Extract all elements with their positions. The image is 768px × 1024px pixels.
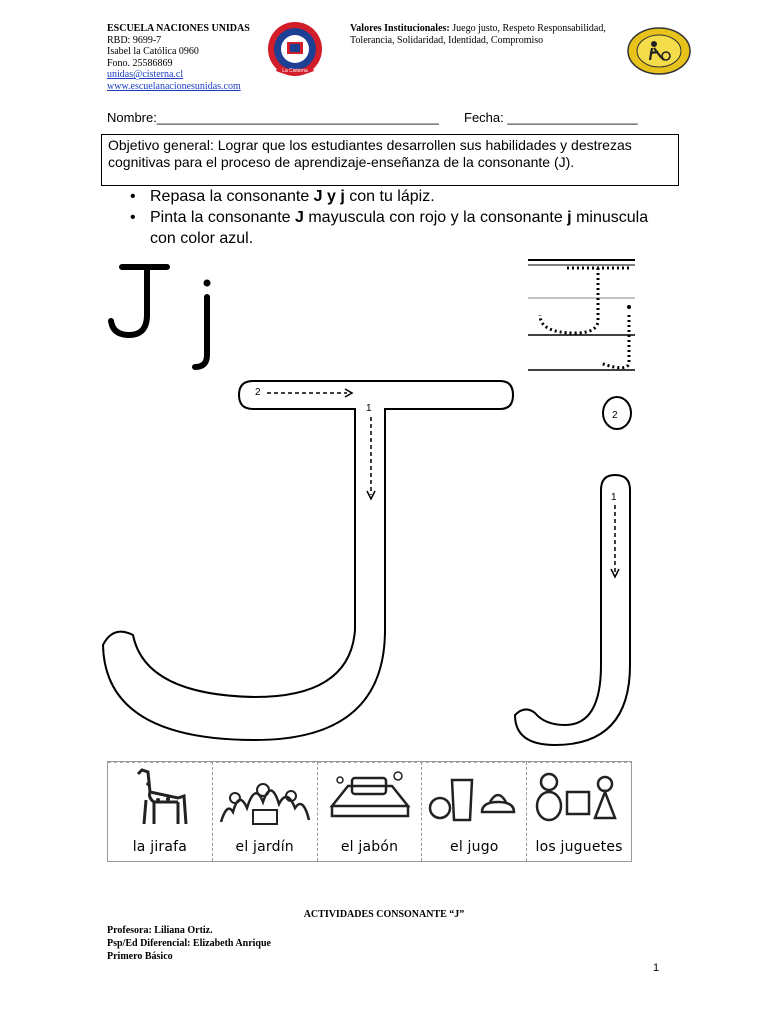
school-website-link[interactable]: www.escuelanacionesunidas.com <box>107 80 241 92</box>
name-label: Nombre: <box>107 110 157 125</box>
picture-card-giraffe <box>108 762 213 861</box>
instruction-list <box>130 186 650 249</box>
values-line-2: Tolerancia, Solidaridad, Identidad, Compromiso <box>350 34 544 46</box>
instruction-bold: j <box>567 209 572 226</box>
picture-label: los juguetes <box>535 839 623 855</box>
program-logo-icon <box>626 26 692 76</box>
footer-psp: Psp/Ed Diferencial: Elizabeth Anrique <box>107 938 271 949</box>
school-rbd: RBD: 9699-7 <box>107 34 162 46</box>
big-j-step-2: 2 <box>255 387 261 398</box>
letter-tracing-area <box>95 255 655 755</box>
picture-card-garden <box>213 762 318 861</box>
instruction-item <box>130 186 650 207</box>
giraffe-icon <box>108 762 212 832</box>
values-label: Valores Institucionales: <box>350 23 450 34</box>
school-phone: Fono. 25586869 <box>107 57 173 69</box>
soap-icon <box>318 762 422 832</box>
juice-icon <box>422 762 526 832</box>
institutional-values <box>350 23 630 46</box>
school-emblem-icon <box>266 19 324 81</box>
emblem-caption: La Cisterna <box>282 68 308 74</box>
picture-card-juice <box>422 762 527 861</box>
instruction-bold: J y j <box>313 188 345 205</box>
school-address: Isabel la Católica 0960 <box>107 46 199 58</box>
picture-label: el jardín <box>235 839 294 855</box>
instruction-text: minuscula con color azul. <box>150 209 649 247</box>
picture-label: el jabón <box>340 839 399 855</box>
footer-info <box>107 924 271 963</box>
name-blank[interactable]: _______________________________________ <box>156 110 439 125</box>
page-number: 1 <box>653 962 660 974</box>
instruction-text: Repasa la consonante <box>150 188 314 205</box>
model-letters-jj <box>111 267 211 367</box>
handwriting-practice-lines <box>528 260 635 370</box>
picture-vocabulary-strip <box>107 761 632 862</box>
school-info <box>107 23 250 93</box>
objective-text: Objetivo general: Lograr que los estudiantes desarrollen sus habilidades y destrezas cognitivas para el proceso de aprendizaje-enseñanza de la consonante (J). <box>108 137 632 170</box>
date-blank[interactable]: __________________ <box>507 110 638 125</box>
name-field[interactable] <box>107 110 439 125</box>
instruction-text: mayuscula con rojo y la consonante <box>303 209 568 226</box>
small-j-step-2: 2 <box>612 410 618 421</box>
small-j-outline <box>515 397 631 745</box>
picture-label: el jugo <box>450 839 499 855</box>
toys-icon <box>527 762 631 832</box>
picture-label: la jirafa <box>132 839 188 855</box>
instruction-text: con tu lápiz. <box>344 188 435 205</box>
school-name: ESCUELA NACIONES UNIDAS <box>107 23 250 34</box>
garden-icon <box>213 762 317 832</box>
picture-card-toys <box>527 762 631 861</box>
objective-box <box>101 134 679 186</box>
picture-card-soap <box>318 762 423 861</box>
footer-teacher: Profesora: Liliana Ortiz. <box>107 925 213 936</box>
big-j-step-1: 1 <box>366 403 372 414</box>
values-line-1: Juego justo, Respeto Responsabilidad, <box>449 23 606 34</box>
school-email-link[interactable]: unidas@cisterna.cl <box>107 69 184 81</box>
footer-title: ACTIVIDADES CONSONANTE “J” <box>303 909 465 920</box>
instruction-item <box>130 207 650 249</box>
instruction-bold: J <box>295 209 304 226</box>
small-j-step-1: 1 <box>611 492 617 503</box>
date-label: Fecha: <box>464 110 504 125</box>
big-j-outline <box>103 381 513 740</box>
instruction-text: Pinta la consonante <box>150 209 295 226</box>
date-field[interactable] <box>464 110 638 125</box>
footer-grade: Primero Básico <box>107 951 173 962</box>
